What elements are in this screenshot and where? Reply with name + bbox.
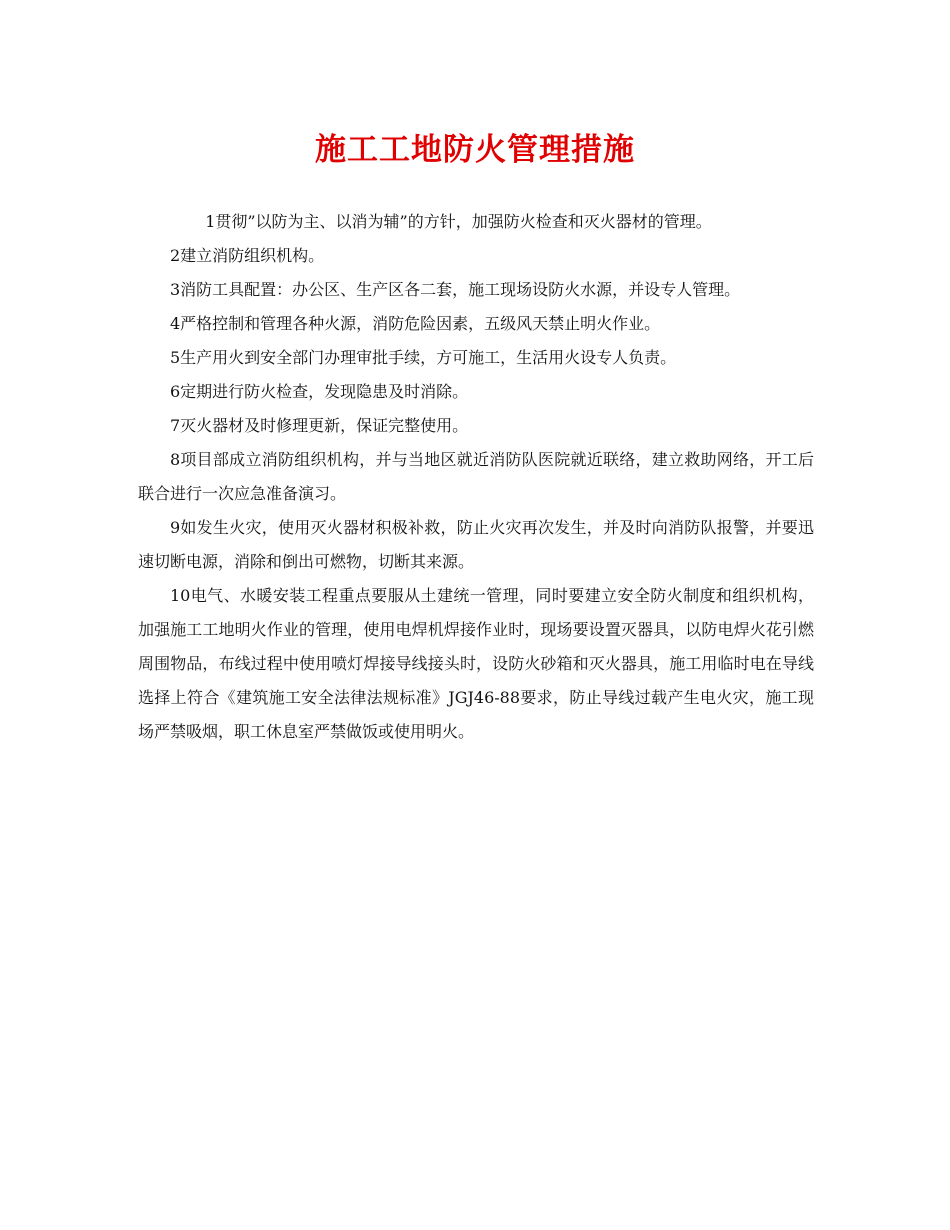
paragraph-5: 5生产用火到安全部门办理审批手续，方可施工，生活用火设专人负责。: [170, 348, 677, 367]
paragraph-3: 3消防工具配置：办公区、生产区各二套，施工现场设防火水源，并设专人管理。: [170, 280, 741, 299]
paragraph-6: 6定期进行防火检查，发现隐患及时消除。: [170, 382, 469, 401]
document-body: [138, 205, 814, 749]
paragraph-2: 2建立消防组织机构。: [170, 246, 325, 265]
paragraph-1: 1贯彻”以防为主、以消为辅”的方针，加强防火检查和灭火器材的管理。: [205, 212, 712, 231]
page-title: 施工工地防火管理措施: [315, 132, 635, 168]
paragraph-7: 7灭火器材及时修理更新，保证完整使用。: [170, 416, 469, 435]
paragraph-4: 4严格控制和管理各种火源，消防危险因素，五级风天禁止明火作业。: [170, 314, 661, 333]
paragraph-9: 9如发生火灾，使用灭火器材积极补救，防止火灾再次发生，并及时向消防队报警，并要迅速切断电源，消除和倒出可燃物，切断其来源。: [138, 518, 814, 571]
paragraph-8: 8项目部成立消防组织机构，并与当地区就近消防队医院就近联络，建立救助网络，开工后联合进行一次应急准备演习。: [138, 450, 814, 503]
paragraph-10: 10电气、水暖安装工程重点要服从土建统一管理，同时要建立安全防火制度和组织机构，加强施工工地明火作业的管理，使用电焊机焊接作业时，现场要设置灭器具，以防电焊火花引燃周围物品，布线过程中使用喷灯焊接导线接头时，设防火砂箱和灭火器具，施工用临时电在导线选择上符合《建筑施工安全法律法规标准》JGJ46-88要求，防止导线过载产生电火灾，施工现场严禁吸烟，职工休息室严禁做饭或使用明火。: [138, 586, 814, 741]
